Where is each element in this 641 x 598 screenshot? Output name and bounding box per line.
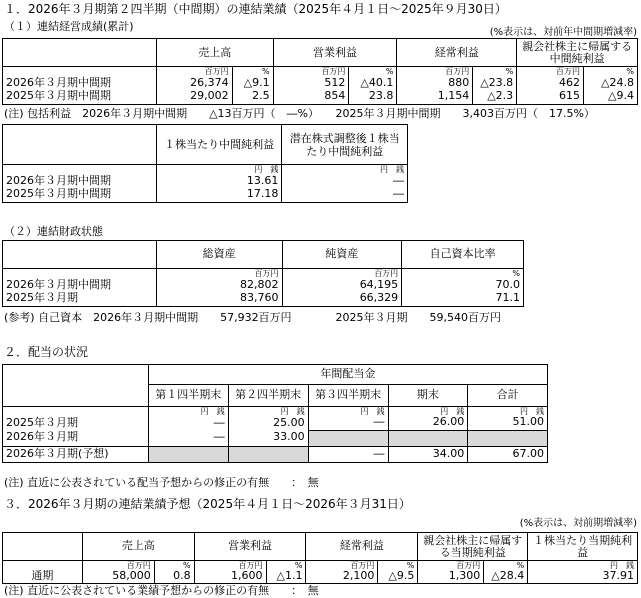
cell: 1,154 [397, 90, 473, 104]
unit: 百万円 [418, 561, 484, 571]
cell: △28.4 [484, 570, 528, 583]
unit: % [232, 67, 273, 77]
cell: ― [308, 446, 388, 462]
unit: 百万円 [397, 67, 473, 77]
corner-cell [3, 365, 149, 407]
unit: 百万円 [156, 269, 282, 279]
unit: 円 銭 [308, 407, 388, 417]
header-eps: １株当たり当期純利益 [528, 533, 638, 561]
equity-note: (参考) 自己資本 2026年３月期中間期 57,932百万円 2025年３月期 59,540百万円 [4, 311, 502, 324]
forecast-table [2, 532, 638, 584]
cell: △2.3 [473, 90, 517, 104]
cell [228, 446, 308, 462]
header-net-income: 親会社株主に帰属する当期純利益 [418, 533, 528, 561]
cell: 615 [517, 90, 584, 104]
cell: 33.00 [228, 430, 308, 446]
cell: 67.00 [468, 446, 548, 462]
cell: 1,600 [194, 570, 266, 583]
header-annual-dividend: 年間配当金 [148, 365, 547, 385]
header-eps: １株当たり中間純利益 [156, 125, 282, 165]
section1-sub2: （２）連結財政状態 [4, 225, 103, 238]
cell: 2.5 [232, 90, 273, 104]
header-year-end: 期末 [388, 385, 468, 407]
header-net-income: 親会社株主に帰属する中間純利益 [517, 39, 638, 67]
table-row [3, 90, 638, 104]
table-row [3, 570, 638, 583]
cell: 17.18 [156, 188, 282, 202]
header-total-assets: 総資産 [156, 241, 282, 269]
unit: 円 銭 [156, 165, 282, 175]
unit: 円 銭 [528, 561, 638, 571]
cell: ― [282, 174, 408, 188]
corner-cell [3, 241, 157, 269]
cell: 83,760 [156, 292, 282, 306]
table-row [3, 292, 524, 306]
unit: % [584, 67, 638, 77]
cell: 2,100 [306, 570, 378, 583]
unit: 百万円 [282, 269, 402, 279]
unit: 百万円 [517, 67, 584, 77]
financial-position-table [2, 240, 524, 307]
cell: 26.00 [388, 416, 468, 430]
s1-pct-note: (%表示は、対前年中間期増減率) [489, 27, 637, 38]
table-row [3, 416, 548, 430]
table-row [3, 174, 408, 188]
unit: 百万円 [273, 67, 349, 77]
row-label: 2025年３月期中間期 [3, 90, 157, 104]
forecast-note: (注) 直近に公表されている業績予想からの修正の有無 ： 無 [4, 584, 319, 597]
cell: 1,300 [418, 570, 484, 583]
cell: 512 [273, 76, 349, 90]
cell: 82,802 [156, 278, 282, 292]
row-label: 2026年３月期 [3, 430, 149, 446]
cell: 66,329 [282, 292, 402, 306]
corner-cell [3, 39, 157, 67]
row-label: 2026年３月期中間期 [3, 174, 157, 188]
cell: 58,000 [82, 570, 154, 583]
cell: 462 [517, 76, 584, 90]
cell: 13.61 [156, 174, 282, 188]
unit: 円 銭 [228, 407, 308, 417]
table-row [3, 76, 638, 90]
consolidated-results-table [2, 38, 638, 105]
cell [468, 430, 548, 446]
table-row [3, 430, 548, 446]
row-label: 2026年３月期(予想) [3, 446, 149, 462]
unit: % [473, 67, 517, 77]
header-q2: 第２四半期末 [228, 385, 308, 407]
header-net-assets: 純資産 [282, 241, 402, 269]
header-op-income: 営業利益 [194, 533, 306, 561]
header-op-income: 営業利益 [273, 39, 397, 67]
cell: 71.1 [402, 292, 524, 306]
row-label: 2026年３月期中間期 [3, 76, 157, 90]
row-label: 2025年３月期 [3, 292, 157, 306]
unit: 円 銭 [468, 407, 548, 417]
unit: % [154, 561, 194, 571]
cell: ― [148, 430, 228, 446]
cell: 880 [397, 76, 473, 90]
unit: 百万円 [156, 67, 232, 77]
table-row [3, 278, 524, 292]
table-row [3, 446, 548, 462]
row-label: 2025年３月期 [3, 416, 149, 430]
cell: △9.4 [584, 90, 638, 104]
cell: 37.91 [528, 570, 638, 583]
header-sales: 売上高 [156, 39, 273, 67]
comprehensive-income-note: (注) 包括利益 2026年３月期中間期 △13百万円（ ―%） 2025年３月期中間期 3,403百万円（ 17.5%） [4, 107, 595, 120]
cell: ― [282, 188, 408, 202]
cell [308, 430, 388, 446]
corner-cell [3, 533, 83, 561]
unit: % [266, 561, 306, 571]
cell: △24.8 [584, 76, 638, 90]
unit: % [484, 561, 528, 571]
section1-sub1: （１）連結経営成績(累計) [4, 20, 134, 33]
header-q1: 第１四半期末 [148, 385, 228, 407]
unit: 百万円 [306, 561, 378, 571]
cell: 34.00 [388, 446, 468, 462]
cell: 64,195 [282, 278, 402, 292]
dividend-table [2, 364, 548, 463]
s3-pct-note: (%表示は、対前期増減率) [519, 518, 637, 529]
header-ord-income: 経常利益 [306, 533, 418, 561]
section2-title: ２．配当の状況 [4, 345, 89, 359]
cell: △9.5 [378, 570, 418, 583]
table-row [3, 188, 408, 202]
cell: △40.1 [349, 76, 397, 90]
cell [388, 430, 468, 446]
header-total: 合計 [468, 385, 548, 407]
header-diluted-eps: 潜在株式調整後１株当たり中間純利益 [282, 125, 408, 165]
corner-cell [3, 125, 157, 165]
unit: 百万円 [82, 561, 154, 571]
cell: 0.8 [154, 570, 194, 583]
cell: 26,374 [156, 76, 232, 90]
header-equity-ratio: 自己資本比率 [402, 241, 524, 269]
unit: 円 銭 [388, 407, 468, 417]
header-ord-income: 経常利益 [397, 39, 517, 67]
header-sales: 売上高 [82, 533, 194, 561]
cell: ― [148, 416, 228, 430]
header-q3: 第３四半期末 [308, 385, 388, 407]
cell [148, 446, 228, 462]
unit: 円 銭 [148, 407, 228, 417]
dividend-note: (注) 直近に公表されている配当予想からの修正の有無 ： 無 [4, 476, 319, 489]
row-label: 2025年３月期中間期 [3, 188, 157, 202]
unit: % [349, 67, 397, 77]
unit: % [402, 269, 524, 279]
cell: 70.0 [402, 278, 524, 292]
cell: 25.00 [228, 416, 308, 430]
cell: 51.00 [468, 416, 548, 430]
cell: △23.8 [473, 76, 517, 90]
section1-title: １．2026年３月期第２四半期（中間期）の連結業績（2025年４月１日～2025年９月30日） [4, 2, 507, 16]
unit: 円 銭 [282, 165, 408, 175]
row-label: 通期 [3, 570, 83, 583]
unit: 百万円 [194, 561, 266, 571]
cell: △1.1 [266, 570, 306, 583]
unit: % [378, 561, 418, 571]
section3-title: ３．2026年３月期の連結業績予想（2025年４月１日～2026年３月31日） [4, 497, 411, 511]
cell: 23.8 [349, 90, 397, 104]
cell: 854 [273, 90, 349, 104]
eps-table [2, 124, 408, 203]
cell: ― [308, 416, 388, 430]
row-label: 2026年３月期中間期 [3, 278, 157, 292]
cell: △9.1 [232, 76, 273, 90]
cell: 29,002 [156, 90, 232, 104]
